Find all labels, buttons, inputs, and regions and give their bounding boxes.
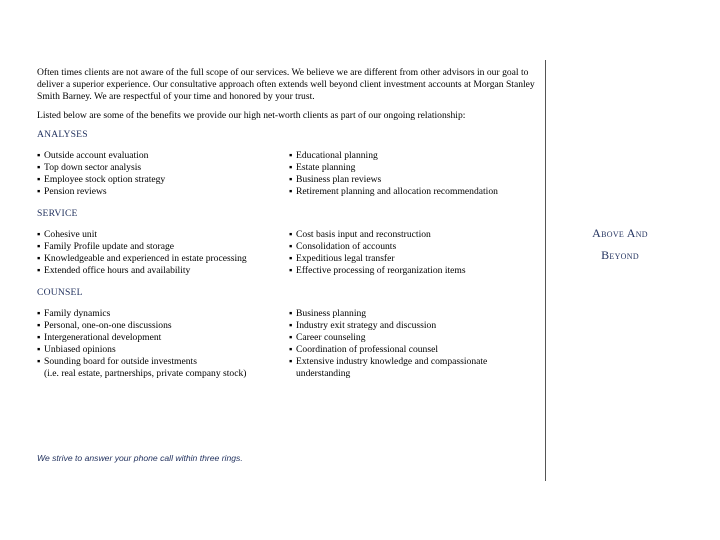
analyses-right-list	[289, 150, 537, 198]
bullet-icon: ▪	[289, 162, 293, 173]
side-title-line2: Beyond	[601, 248, 639, 262]
bullet-icon: ▪	[37, 308, 41, 319]
list-item: ▪ Extended office hours and availability	[37, 265, 191, 276]
bullet-icon: ▪	[37, 229, 41, 240]
list-item: ▪ Employee stock option strategy	[37, 174, 166, 185]
bullet-icon: ▪	[37, 265, 41, 276]
section-title-service: SERVICE	[37, 208, 78, 219]
side-title-line1: Above And	[592, 226, 648, 240]
counsel-right-list	[289, 308, 537, 380]
bullet-icon: ▪	[289, 308, 293, 319]
counsel-left-list	[37, 308, 289, 380]
list-item: ▪ Family Profile update and storage	[37, 241, 175, 252]
list-item: ▪ Educational planning	[289, 150, 378, 161]
list-item: ▪ Business plan reviews	[289, 174, 382, 185]
analyses-left-list	[37, 150, 289, 198]
bullet-icon: ▪	[37, 186, 41, 197]
bullet-icon: ▪	[289, 186, 293, 197]
section-service	[37, 229, 537, 277]
bullet-icon: ▪	[37, 241, 41, 252]
service-right-list	[289, 229, 537, 277]
section-title-counsel: COUNSEL	[37, 287, 83, 298]
bullet-icon: ▪	[37, 253, 41, 264]
list-item: ▪ Industry exit strategy and discussion	[289, 320, 437, 331]
benefits-intro: Listed below are some of the benefits we provide our high net-worth clients as part of our ongoing relationship:	[37, 110, 466, 121]
list-item: ▪ Career counseling	[289, 332, 366, 343]
list-item: ▪ Outside account evaluation	[37, 150, 149, 161]
bullet-icon: ▪	[289, 265, 293, 276]
list-item: ▪ Retirement planning and allocation recommendation	[289, 186, 498, 197]
list-item: ▪ Business planning	[289, 308, 367, 319]
bullet-icon: ▪	[289, 320, 293, 331]
bullet-icon: ▪	[37, 320, 41, 331]
bullet-icon: ▪	[37, 150, 41, 161]
bullet-icon: ▪	[37, 174, 41, 185]
bullet-icon: ▪	[37, 162, 41, 173]
bullet-icon: ▪	[289, 241, 293, 252]
list-item: ▪ Unbiased opinions	[37, 344, 116, 355]
bullet-icon: ▪	[289, 253, 293, 264]
list-item: ▪ Coordination of professional counsel	[289, 344, 439, 355]
bullet-icon: ▪	[289, 150, 293, 161]
main-content	[37, 67, 537, 380]
bullet-icon: ▪	[37, 356, 41, 367]
intro-paragraph: Often times clients are not aware of the full scope of our services. We believe we are different from other advisors in our goal to deliver a superior experience. Our consultative approach often extends well beyond client investment accounts at Morgan Stanley Smith Barney. We are respectful of your time and honored by your trust.	[37, 67, 535, 102]
list-item: ▪ Pension reviews	[37, 186, 107, 197]
bullet-icon: ▪	[289, 356, 293, 367]
bullet-icon: ▪	[289, 344, 293, 355]
service-left-list	[37, 229, 289, 277]
bullet-icon: ▪	[289, 174, 293, 185]
list-item: ▪ Cost basis input and reconstruction	[289, 229, 431, 240]
vertical-divider	[545, 60, 546, 481]
list-item: ▪ Knowledgeable and experienced in estate processing	[37, 253, 247, 264]
bullet-icon: ▪	[289, 229, 293, 240]
tagline: We strive to answer your phone call within three rings.	[37, 453, 243, 463]
list-item: ▪ Consolidation of accounts	[289, 241, 397, 252]
list-item: ▪ Top down sector analysis	[37, 162, 142, 173]
list-item: ▪ Personal, one-on-one discussions	[37, 320, 172, 331]
list-item: ▪ Estate planning	[289, 162, 356, 173]
list-item: ▪ Cohesive unit	[37, 229, 98, 240]
list-item: ▪ Extensive industry knowledge and compassionate	[289, 356, 488, 367]
list-item: ▪ Expeditious legal transfer	[289, 253, 395, 264]
bullet-icon: ▪	[37, 344, 41, 355]
section-title-analyses: ANALYSES	[37, 129, 88, 140]
side-title	[560, 222, 680, 266]
section-counsel	[37, 308, 537, 380]
list-item-continuation: understanding	[296, 368, 351, 379]
bullet-icon: ▪	[37, 332, 41, 343]
section-analyses	[37, 150, 537, 198]
list-item-continuation: (i.e. real estate, partnerships, private company stock)	[44, 368, 247, 379]
list-item: ▪ Family dynamics	[37, 308, 111, 319]
list-item: ▪ Intergenerational development	[37, 332, 162, 343]
bullet-icon: ▪	[289, 332, 293, 343]
list-item: ▪ Effective processing of reorganization items	[289, 265, 466, 276]
list-item: ▪ Sounding board for outside investments	[37, 356, 197, 367]
